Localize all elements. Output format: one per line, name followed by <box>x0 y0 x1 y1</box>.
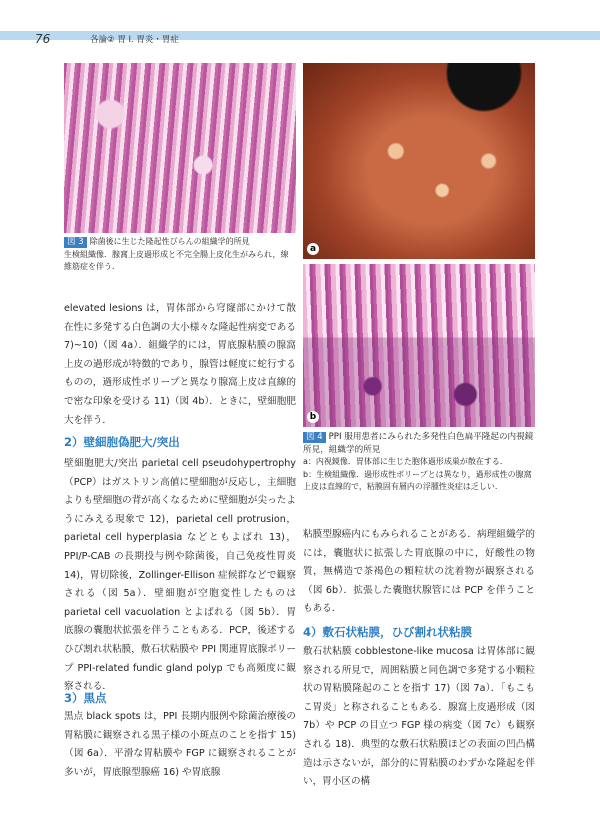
section-3-heading: 3）黒点 <box>64 691 107 705</box>
page-number: 76 <box>35 32 51 46</box>
figure4b-histology-image <box>303 264 535 427</box>
right-para-2: 敷石状粘膜 cobblestone-like mucosa は胃体部に観察される所見で，周囲粘膜と同色調で多発する小顆粒状の胃粘膜隆起のことを指す 17)（図 7a）．「もこもこ胃炎」と称されることもある．腺窩上皮過形成（図 7b）や PCP の目立つ FGP 様の病変（図 7c）も観察される 18)．典型的な敷石状粘膜ほどの表面の凹凸構造は示さないが，部分的に胃粘膜のわずかな隆起を伴い，胃小区の構 <box>303 646 535 788</box>
figure3-title: 除菌後に生じた隆起性びらんの組織学的所見 <box>89 237 250 246</box>
figure4-caption-block <box>303 431 535 494</box>
figure4a-endoscopy-image <box>303 63 535 259</box>
figure3-caption-block <box>64 236 296 274</box>
right-para-1: 粘膜型腺癌内にもみられることがある．病理組織学的には，囊胞状に拡張した胃底腺の中に，好酸性の物質，無構造で茶褐色の顆粒状の沈着物が観察される（図 6b）．拡張した囊胞状腺管には PCP を伴うこともある． <box>303 529 535 615</box>
figure3-caption: 生検組織像．腺窩上皮過形成と不完全腸上皮化生がみられ，線維筋症を伴う． <box>64 249 289 271</box>
left-para-2: 壁細胞肥大/突出 parietal cell pseudohypertrophy（PCP）はガストリン高値に壁細胞が反応し，主細胞よりも壁細胞の背が高くなるために壁細胞が尖ったようにみえる現象で 12)，parietal cell protrusion，parietal cell hyperplasia などともよばれ 13)，PPI/P-CAB の長期投与例や除菌後，自己免疫性胃炎 14)，胃切除後，Zollinger-Ellison 症候群などで観察される（図 5a）．壁細胞が空胞変性したものは parietal cell vacuolation とよばれる（図 5b）．胃底腺の囊胞状拡張を伴うこともある．PCP，後述するひび割れ状粘膜，敷石状粘膜や PPI 関連胃底腺ポリープ PPI-related fundic gland polyp でも高頻度に観察される． <box>64 458 296 693</box>
section-2-heading: 2）壁細胞偽肥大/突出 <box>64 435 180 449</box>
left-para-1: elevated lesions は，胃体部から穹窿部にかけて散在性に多発する白色調の大小様々な隆起性病変である 7)~10)（図 4a）．組織学的には，胃底腺粘膜の腺窩上皮の過形成が特徴的であり，腺管は軽度に蛇行するものの，過形成性ポリープと異なり腺窩上皮は直線的で密な印象を受ける 11)（図 4b）．ときに，壁細胞肥大を伴う． <box>64 303 296 426</box>
figure4-tag: 図 4 <box>303 432 326 443</box>
figure4-title: PPI 服用患者にみられた多発性白色扁平隆起の内視鏡所見，組織学的所見 <box>303 432 534 455</box>
figure4b-label: b <box>307 411 319 423</box>
figure4-caption-b: b：生検組織像．過形成性ポリープとは異なり，過形成性の腺窩上皮は直線的で，粘膜固有層内の浮腫性炎症は乏しい． <box>303 469 532 491</box>
figure4a-label: a <box>307 243 319 255</box>
figure4-caption-a: a：内視鏡像．胃体部に生じた胞体過形成巣が散在する． <box>303 457 508 466</box>
figure3-histology-image <box>64 63 296 233</box>
left-para-3: 黒点 black spots は，PPI 長期内服例や除菌治療後の胃粘膜に観察される黒子様の小斑点のことを指す 15)（図 6a）．平滑な胃粘膜や FGP に観察されることが多いが，胃底腺型腺癌 16) や胃底腺 <box>64 711 296 778</box>
chapter-title: 各論② 胃 Ⅰ. 胃炎・胃症 <box>90 35 179 45</box>
section-4-heading: 4）敷石状粘膜，ひび割れ状粘膜 <box>303 625 472 639</box>
figure3-tag: 図 3 <box>64 237 87 248</box>
